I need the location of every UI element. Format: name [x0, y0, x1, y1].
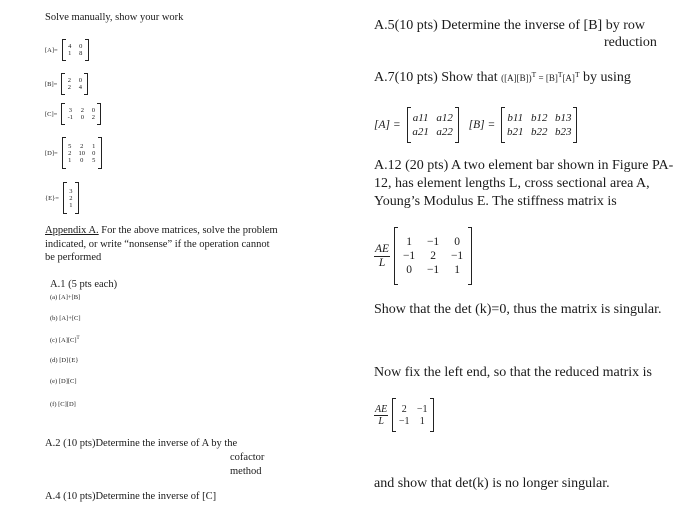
stiffness-cell: −1 — [426, 236, 440, 248]
matrix-d-cell: 5 — [92, 156, 96, 164]
a1-item-c-sup: T — [76, 336, 80, 341]
reduced-num: AE — [375, 403, 388, 415]
matrix-b-label: [B]= — [45, 80, 58, 88]
matrix-d-cell: 0 — [92, 149, 96, 157]
reduced-fraction — [374, 404, 388, 427]
a7-formula-rhs-a: [A] — [562, 73, 575, 83]
a1-title: A.1 (5 pts each) — [50, 279, 118, 290]
reduced-cell: 1 — [419, 415, 425, 427]
appendix-title: Appendix A. — [45, 225, 99, 236]
matrix-c-label: [C]= — [45, 110, 58, 118]
mat-a-cell: a12 — [436, 112, 453, 124]
reduced-den: L — [378, 415, 384, 427]
a2-line3: method — [230, 466, 262, 477]
mat-a-label: [A] = — [374, 119, 401, 131]
stiffness-cell: 1 — [406, 236, 412, 248]
matrix-a-cell: 1 — [68, 50, 72, 57]
matrix-d-cell: 2 — [68, 149, 72, 157]
fix-text: Now fix the left end, so that the reduced matrix is — [374, 365, 652, 380]
matrix-d-block — [45, 138, 102, 168]
matrix-b-cell: 2 — [67, 84, 71, 91]
vector-e-cell: 1 — [69, 201, 73, 209]
stiffness-cell: −1 — [402, 250, 416, 262]
stiffness-matrix-block — [374, 228, 472, 284]
stiffness-cell: −1 — [426, 264, 440, 276]
a7-formula-rhs-b-sup: T — [557, 70, 563, 79]
matrix-b-block — [45, 74, 88, 94]
mat-a — [407, 108, 459, 142]
a5-line2: reduction — [604, 35, 657, 50]
matrix-c-cell: -1 — [67, 114, 74, 121]
mat-b-cell: b23 — [555, 126, 572, 138]
a7-formula-sup: T — [531, 70, 537, 79]
mat-b-cell: b13 — [555, 112, 572, 124]
general-matrices — [374, 108, 577, 142]
mat-b-cell: b22 — [531, 126, 548, 138]
matrix-b — [61, 74, 88, 94]
matrix-a-cell: 4 — [68, 43, 72, 50]
a4-text: A.4 (10 pts)Determine the inverse of [C] — [45, 491, 217, 502]
a7-formula — [501, 70, 580, 83]
mat-a-cell: a11 — [412, 112, 429, 124]
a5-line1: A.5(10 pts) Determine the inverse of [B] by row — [374, 18, 645, 33]
a1-item-d: (d) [D]{E} — [50, 357, 79, 364]
det-text: Show that the det (k)=0, thus the matrix is singular. — [374, 302, 662, 317]
reduced-cell: −1 — [398, 415, 410, 427]
a7-formula-rhs-a-sup: T — [574, 70, 580, 79]
final-text: and show that det(k) is no longer singular. — [374, 476, 610, 491]
matrix-d-cell: 10 — [78, 149, 85, 157]
heading: Solve manually, show your work — [45, 12, 184, 23]
stiffness-den: L — [378, 256, 386, 269]
appendix-paragraph — [45, 224, 280, 265]
a7-line — [374, 70, 631, 86]
stiffness-cell: −1 — [450, 250, 464, 262]
stiffness-fraction — [374, 243, 390, 269]
a1-item-f: (f) [C][D] — [50, 401, 76, 408]
matrix-d-cell: 5 — [68, 142, 72, 150]
stiffness-cell: 1 — [454, 264, 460, 276]
matrix-d-label: [D]= — [45, 149, 58, 157]
matrix-a-cell: 8 — [79, 50, 83, 57]
matrix-a — [62, 40, 89, 60]
a7-prefix: A.7(10 pts) Show that — [374, 70, 498, 85]
a7-formula-lhs: ([A][B]) — [501, 73, 532, 83]
a1-item-e: (e) [D][C] — [50, 378, 77, 385]
mat-b-cell: b11 — [507, 112, 524, 124]
matrix-b-cell: 4 — [78, 84, 82, 91]
vector-e-label: {E}= — [45, 194, 59, 202]
a1-item-b: (b) [A]+[C] — [50, 315, 81, 322]
mat-b-cell: b21 — [507, 126, 524, 138]
a7-suffix: by using — [583, 70, 631, 85]
matrix-a-label: [A]= — [45, 46, 58, 54]
a2-line2: cofactor — [230, 452, 265, 463]
matrix-c-cell: 3 — [68, 107, 72, 114]
stiffness-cell: 2 — [430, 250, 436, 262]
matrix-d-cell: 1 — [68, 156, 72, 164]
matrix-d-cell: 1 — [92, 142, 96, 150]
mat-b-label: [B] = — [468, 119, 496, 131]
matrix-a-cell: 0 — [79, 43, 83, 50]
a1-item-c — [50, 336, 80, 344]
matrix-a-block — [45, 40, 89, 60]
a7-formula-eq: = — [536, 73, 546, 83]
matrix-b-cell: 2 — [67, 77, 71, 84]
stiffness-matrix — [394, 228, 472, 284]
matrix-d — [62, 138, 102, 168]
vector-e-cell: 2 — [69, 194, 73, 202]
mat-a-cell: a22 — [436, 126, 453, 138]
a1-item-a: (a) [A]+[B] — [50, 294, 81, 301]
a2-line1: A.2 (10 pts)Determine the inverse of A by the — [45, 438, 238, 449]
stiffness-num: AE — [375, 242, 390, 255]
matrix-d-cell: 0 — [80, 156, 84, 164]
reduced-matrix-block — [374, 398, 434, 432]
mat-b-cell: b12 — [531, 112, 548, 124]
vector-e-block — [45, 183, 79, 213]
reduced-matrix — [392, 399, 434, 431]
vector-e — [63, 183, 79, 213]
matrix-c-block — [45, 104, 101, 124]
matrix-c-cell: 2 — [91, 114, 95, 121]
appendix-text: For the above matrices, solve the problem indicated, or write “nonsense” if the operation cannot be performed — [45, 225, 278, 264]
matrix-b-cell: 0 — [78, 77, 82, 84]
vector-e-cell: 3 — [69, 187, 73, 195]
reduced-cell: −1 — [416, 403, 428, 415]
mat-b — [501, 108, 577, 142]
matrix-c-cell: 2 — [80, 107, 84, 114]
reduced-cell: 2 — [401, 403, 407, 415]
a12-text: A.12 (20 pts) A two element bar shown in Figure PA-12, has element lengths L, cross sectional area A, Young’s Modulus E. The stiffness matrix is — [374, 158, 674, 210]
mat-a-cell: a21 — [412, 126, 429, 138]
a7-formula-rhs-b: [B] — [545, 73, 558, 83]
matrix-c-cell: 0 — [91, 107, 95, 114]
stiffness-cell: 0 — [454, 236, 460, 248]
matrix-c-cell: 0 — [80, 114, 84, 121]
stiffness-cell: 0 — [406, 264, 412, 276]
matrix-c — [61, 104, 101, 124]
a1-item-c-text: (c) [A][C] — [50, 337, 77, 345]
matrix-d-cell: 2 — [80, 142, 84, 150]
